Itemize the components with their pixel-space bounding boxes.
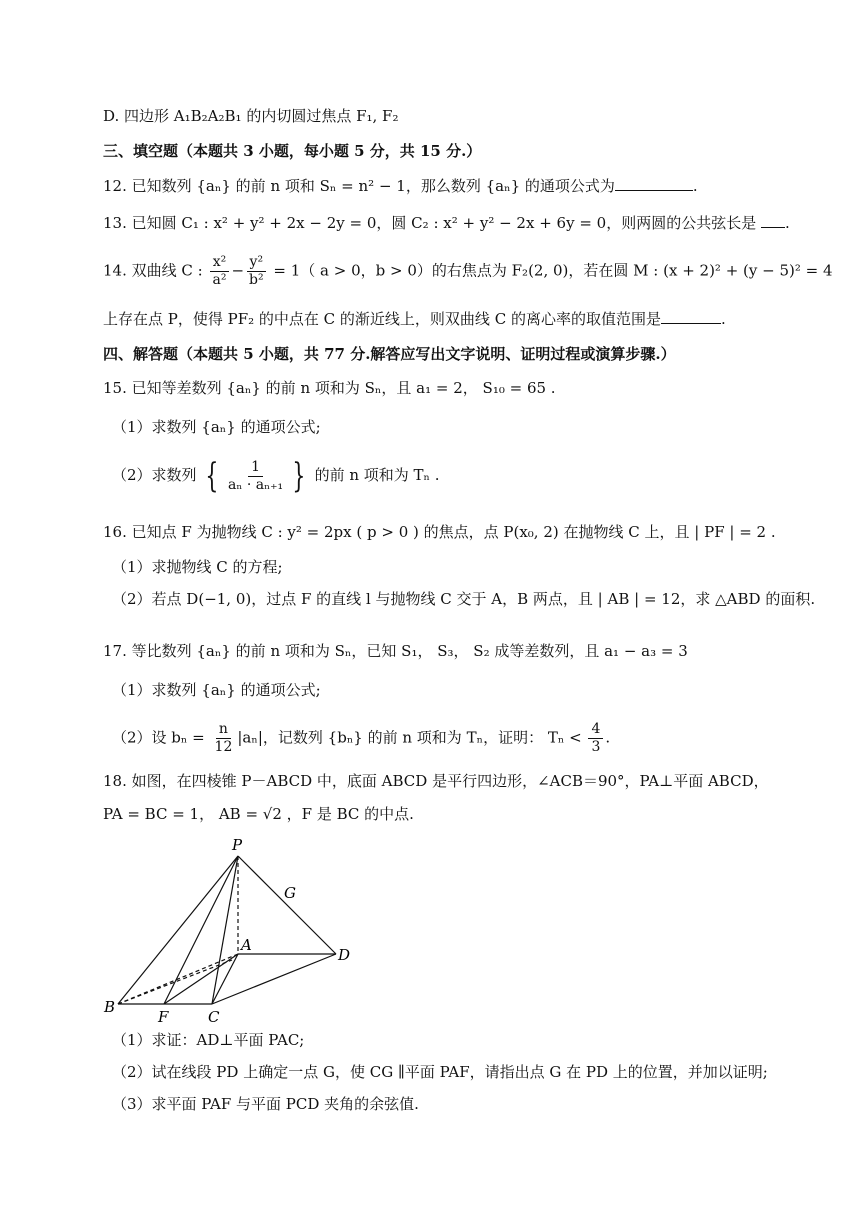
question-14: 14. 双曲线 C : $\frac{\text{x²}}{\text{a²}}$ − $\frac{\text{y²}}{\text{b²}}$ = 1（ a > 0，b > 0）的右焦点为 F₂(2, 0)，若在圆 M : (x + 2)² + (y − 5)² = 4 (103, 254, 833, 288)
label-p: P (232, 836, 243, 854)
q18-part-3: （3）求平面 PAF 与平面 PCD 夹角的余弦值. (112, 1095, 419, 1113)
option-d: D. 四边形 A₁B₂A₂B₁ 的内切圆过焦点 F₁, F₂ (103, 107, 399, 125)
q17-part-2: （2）设 bₙ = $\frac{n}{12}$ |aₙ|，记数列 {bₙ} 的前 n 项和为 Tₙ，证明： Tₙ < $\frac{4}{3}$ . (112, 721, 611, 755)
label-d: D (338, 946, 351, 964)
answer-blank (761, 213, 785, 228)
q13-end: . (785, 214, 790, 232)
edge-pd (238, 856, 336, 954)
answer-blank (615, 176, 693, 191)
edge-cd (212, 954, 336, 1004)
q17-part-1: （1）求数列 {aₙ} 的通项公式; (112, 681, 321, 699)
fraction-y2-b2: $\frac{\text{y²}}{\text{b²}}$ (246, 254, 267, 289)
question-15: 15. 已知等差数列 {aₙ} 的前 n 项和为 Sₙ，且 a₁ = 2， S₁₀ = 65 . (103, 379, 556, 397)
answer-blank (661, 309, 721, 324)
label-b: B (104, 998, 116, 1016)
section-3-heading: 三、填空题（本题共 3 小题，每小题 5 分，共 15 分.） (103, 142, 482, 160)
q15-part-1: （1）求数列 {aₙ} 的通项公式; (112, 418, 321, 436)
label-f: F (158, 1008, 169, 1026)
label-a: A (241, 936, 252, 954)
q15-part-2: （2）求数列 { $\frac{1}{\text{aₙ · aₙ₊₁}}$ } 的前 n 项和为 Tₙ . (112, 456, 440, 496)
question-16: 16. 已知点 F 为抛物线 C : y² = 2px ( p > 0 ) 的焦点，点 P(x₀, 2) 在抛物线 C 上，且 | PF | = 2 . (103, 523, 776, 541)
fraction-1-over-anan1: $\frac{1}{\text{aₙ · aₙ₊₁}}$ (227, 458, 284, 493)
pyramid-figure (100, 832, 360, 1028)
question-17: 17. 等比数列 {aₙ} 的前 n 项和为 Sₙ，已知 S₁， S₃， S₂ 成等差数列，且 a₁ − a₃ = 3 (103, 642, 688, 660)
question-13 (103, 213, 790, 233)
q18-part-1: （1）求证：AD⊥平面 PAC; (112, 1031, 305, 1049)
edge-pb (118, 856, 238, 1004)
section-4-heading: 四、解答题（本题共 5 小题，共 77 分.解答应写出文字说明、证明过程或演算步骤.） (103, 345, 676, 363)
edge-pc (212, 856, 238, 1004)
q12-end: . (692, 177, 698, 195)
question-18-line2: PA = BC = 1， AB = √2 ，F 是 BC 的中点. (103, 805, 414, 823)
q16-part-2: （2）若点 D(−1, 0)，过点 F 的直线 l 与抛物线 C 交于 A，B 两点，且 | AB | = 12，求 △ABD 的面积. (112, 590, 816, 608)
fraction-x2-a2: $\frac{\text{x²}}{\text{a²}}$ (209, 254, 229, 289)
fraction-n-over-12: $\frac{n}{12}$ (214, 721, 233, 755)
q13-text: 13. 已知圆 C₁ : x² + y² + 2x − 2y = 0，圆 C₂ : x² + y² − 2x + 6y = 0，则两圆的公共弦长是 (103, 214, 757, 232)
label-c: C (208, 1008, 220, 1026)
q16-part-1: （1）求抛物线 C 的方程; (112, 558, 283, 576)
question-18: 18. 如图，在四棱锥 P－ABCD 中，底面 ABCD 是平行四边形，∠ACB＝90°，PA⊥平面 ABCD， (103, 772, 769, 790)
q12-text: 12. 已知数列 {aₙ} 的前 n 项和 Sₙ = n² − 1，那么数列 {aₙ} 的通项公式为 (103, 177, 615, 195)
q14-rest: = 1（ a > 0，b > 0）的右焦点为 F₂(2, 0)，若在圆 M : (x + 2)² + (y − 5)² = 4 (273, 261, 833, 280)
edge-pf (164, 856, 238, 1004)
question-12 (103, 176, 698, 196)
fraction-4-over-3: $\frac{4}{3}$ (588, 721, 603, 756)
q18-part-2: （2）试在线段 PD 上确定一点 G，使 CG ∥平面 PAF，请指出点 G 在 PD 上的位置，并加以证明; (112, 1063, 768, 1081)
question-14-line2: 上存在点 P，使得 PF₂ 的中点在 C 的渐近线上，则双曲线 C 的离心率的取值范围是 . (103, 310, 726, 328)
segment-af (164, 954, 238, 1004)
q14-prefix: 14. 双曲线 C : (103, 261, 203, 280)
label-g: G (284, 884, 296, 902)
